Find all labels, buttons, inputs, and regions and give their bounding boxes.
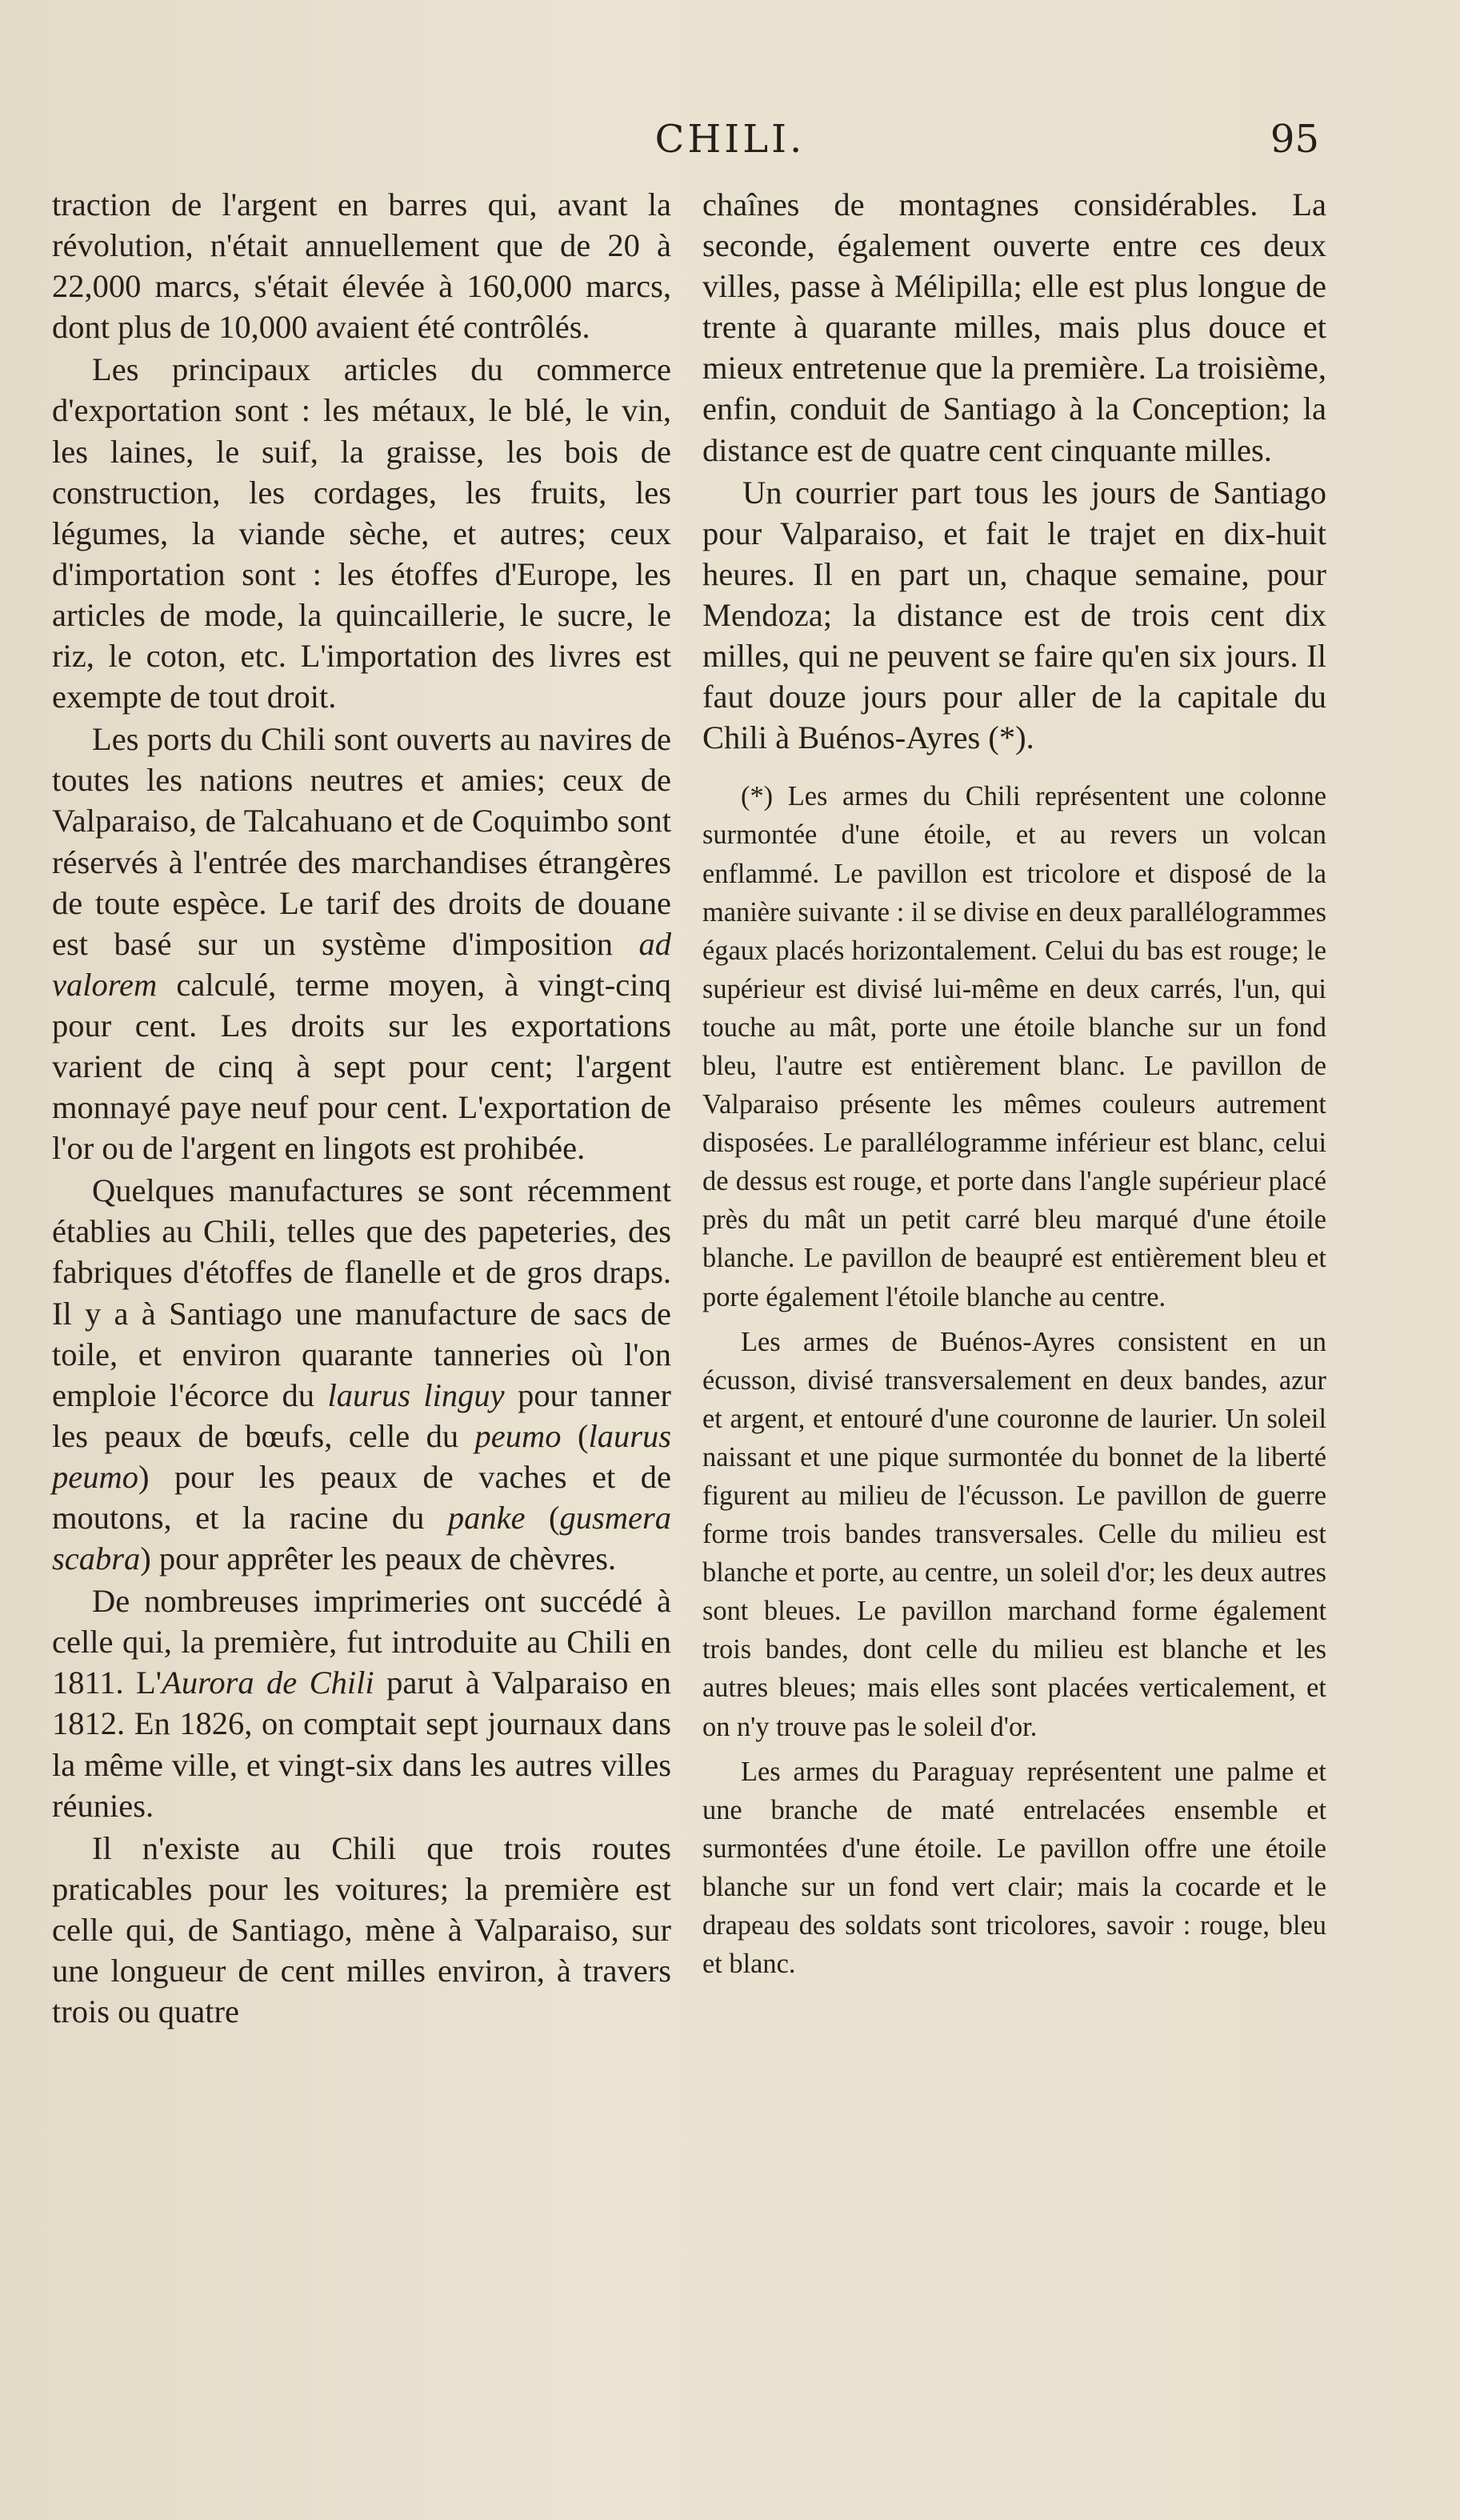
right-column (702, 184, 1326, 1983)
print-text-c: parut à Valparaiso en 1812. En 1826, on comptait sept journaux dans la même ville, et vingt-six dans les autres villes réunies. (52, 1665, 671, 1824)
ports-italic-ad-valorem: ad valorem (52, 925, 671, 1003)
page-number: 95 (1270, 117, 1319, 162)
footnote-paraguay-arms: Les armes du Paraguay représentent une palme et une branche de maté entrelacées ensemble et surmontées d'une étoile. Le pavillon offre une étoile blanche sur un fond vert clair; mais la cocarde et le drapeau des soldats sont tricolores, savoir : rouge, bleu et blanc. (702, 1756, 1326, 1980)
left-column (52, 184, 671, 2032)
print-italic-aurora: Aurora de Chili (162, 1665, 374, 1701)
paragraph-mountain-roads: chaînes de montagnes considérables. La seconde, également ouverte entre ces deux villes, passe à Mélipilla; elle est plus longue de trente à quarante milles, mais plus douce et mieux entretenue que la première. La troisième, enfin, conduit de Santiago à la Conception; la distance est de quatre cent cinquante milles. (702, 186, 1326, 468)
manuf-text-g: ) pour les peaux de vaches et de moutons, et la racine du (52, 1458, 671, 1536)
footnote-buenos-ayres-arms: Les armes de Buénos-Ayres consistent en un écusson, divisé transversalement en deux bandes, azur et argent, et entouré d'une couronne de laurier. Un soleil naissant et une pique surmontée du bonnet de la liberté figurent au milieu de l'écusson. Le pavillon de guerre forme trois bandes transversales. Celle du milieu est blanche et porte, au centre, un soleil d'or; les deux autres sont bleues. Le pavillon marchand forme également trois bandes, dont celle du milieu est blanche et les autres bleues; mais elles sont placées verticalement, et on n'y trouve pas le soleil d'or. (702, 1326, 1326, 1742)
manuf-text-c: pour tanner les peaux de bœufs, celle du (52, 1376, 671, 1454)
paragraph-roads: Il n'existe au Chili que trois routes praticables pour les voitures; la première est celle qui, de Santiago, mène à Valparaiso, sur une longueur de cent milles environ, à travers trois ou quatre (52, 1829, 671, 2030)
manuf-text-a: Quelques manufactures se sont récemment établies au Chili, telles que des papeteries, des fabriques d'étoffes de flanelle et de gros draps. Il y a à Santiago une manufacture de sacs de toile, et environ quarante tanneries où l'on emploie l'écorce du (52, 1172, 671, 1413)
footnote-chile-arms: (*) Les armes du Chili représentent une colonne surmontée d'une étoile, et au revers un volcan enflammé. Le pavillon est tricolore et disposé de la manière suivante : il se divise en deux parallélogrammes égaux placés horizontalement. Celui du bas est rouge; le supérieur est divisé lui-même en deux carrés, l'un, qui touche au mât, porte une étoile blanche sur un fond bleu, l'autre est entièrement blanc. Le pavillon de Valparaiso présente les mêmes couleurs autrement disposées. Le parallélogramme inférieur est blanc, celui de dessus est rouge, et porte dans l'angle supérieur placé près du mât un petit carré bleu marqué d'une étoile blanche. Le pavillon de beaupré est entièrement bleu et porte également l'étoile blanche au centre. (702, 781, 1326, 1312)
manuf-italic-peumo: peumo (474, 1417, 562, 1454)
right-main-text (702, 184, 1326, 758)
paragraph-printing (52, 1581, 671, 1826)
manuf-italic-laurus-peumo: laurus peumo (52, 1417, 671, 1495)
footnote (702, 777, 1326, 1983)
manuf-italic-panke: panke (447, 1500, 526, 1536)
manuf-text-k: ) pour apprêter les peaux de chèvres. (140, 1540, 617, 1577)
manuf-italic-gusmera-scabra: gusmera scabra (52, 1500, 671, 1577)
paragraph-courier: Un courrier part tous les jours de Santiago pour Valparaiso, et fait le trajet en dix-huit heures. Il en part un, chaque semaine, pour Mendoza; la distance est de trois cent dix milles, qui ne peuvent se faire qu'en six jours. Il faut douze jours pour aller de la capitale du Chili à Buénos-Ayres (*). (702, 474, 1326, 756)
paragraph-silver-export: traction de l'argent en barres qui, avant la révolution, n'était annuellement que de 20 à 22,000 marcs, s'était élevée à 160,000 marcs, dont plus de 10,000 avaient été contrôlés. (52, 186, 671, 346)
manuf-text-e: ( (561, 1417, 589, 1454)
running-header-title: CHILI. (654, 117, 806, 162)
ports-text-c: calculé, terme moyen, à vingt-cinq pour cent. Les droits sur les exportations varient de cinq à sept pour cent; l'argent monnayé paye neuf pour cent. L'exportation de l'or ou de l'argent en lingots est prohibée. (52, 966, 671, 1167)
paragraph-manufactures (52, 1170, 671, 1579)
ports-text-a: Les ports du Chili sont ouverts au navires de toutes les nations neutres et amies; ceux de Valparaiso, de Talcahuano et de Coquimbo sont réservés à l'entrée des marchandises étrangères de toute espèce. Le tarif des droits de douane est basé sur un système d'imposition (52, 721, 671, 962)
paragraph-ports (52, 719, 671, 1168)
paragraph-commerce-articles: Les principaux articles du commerce d'exportation sont : les métaux, le blé, le vin, les laines, le suif, la graisse, les bois de construction, les cordages, les fruits, les légumes, la viande sèche, et autres; ceux d'importation sont : les étoffes d'Europe, les articles de mode, la quincaillerie, le sucre, le riz, le coton, etc. L'importation des livres est exempte de tout droit. (52, 351, 671, 715)
print-text-a: De nombreuses imprimeries ont succédé à celle qui, la première, fut introduite au Chili en 1811. L' (52, 1583, 671, 1701)
manuf-italic-laurus-linguy: laurus linguy (327, 1376, 505, 1413)
manuf-text-i: ( (525, 1500, 560, 1536)
